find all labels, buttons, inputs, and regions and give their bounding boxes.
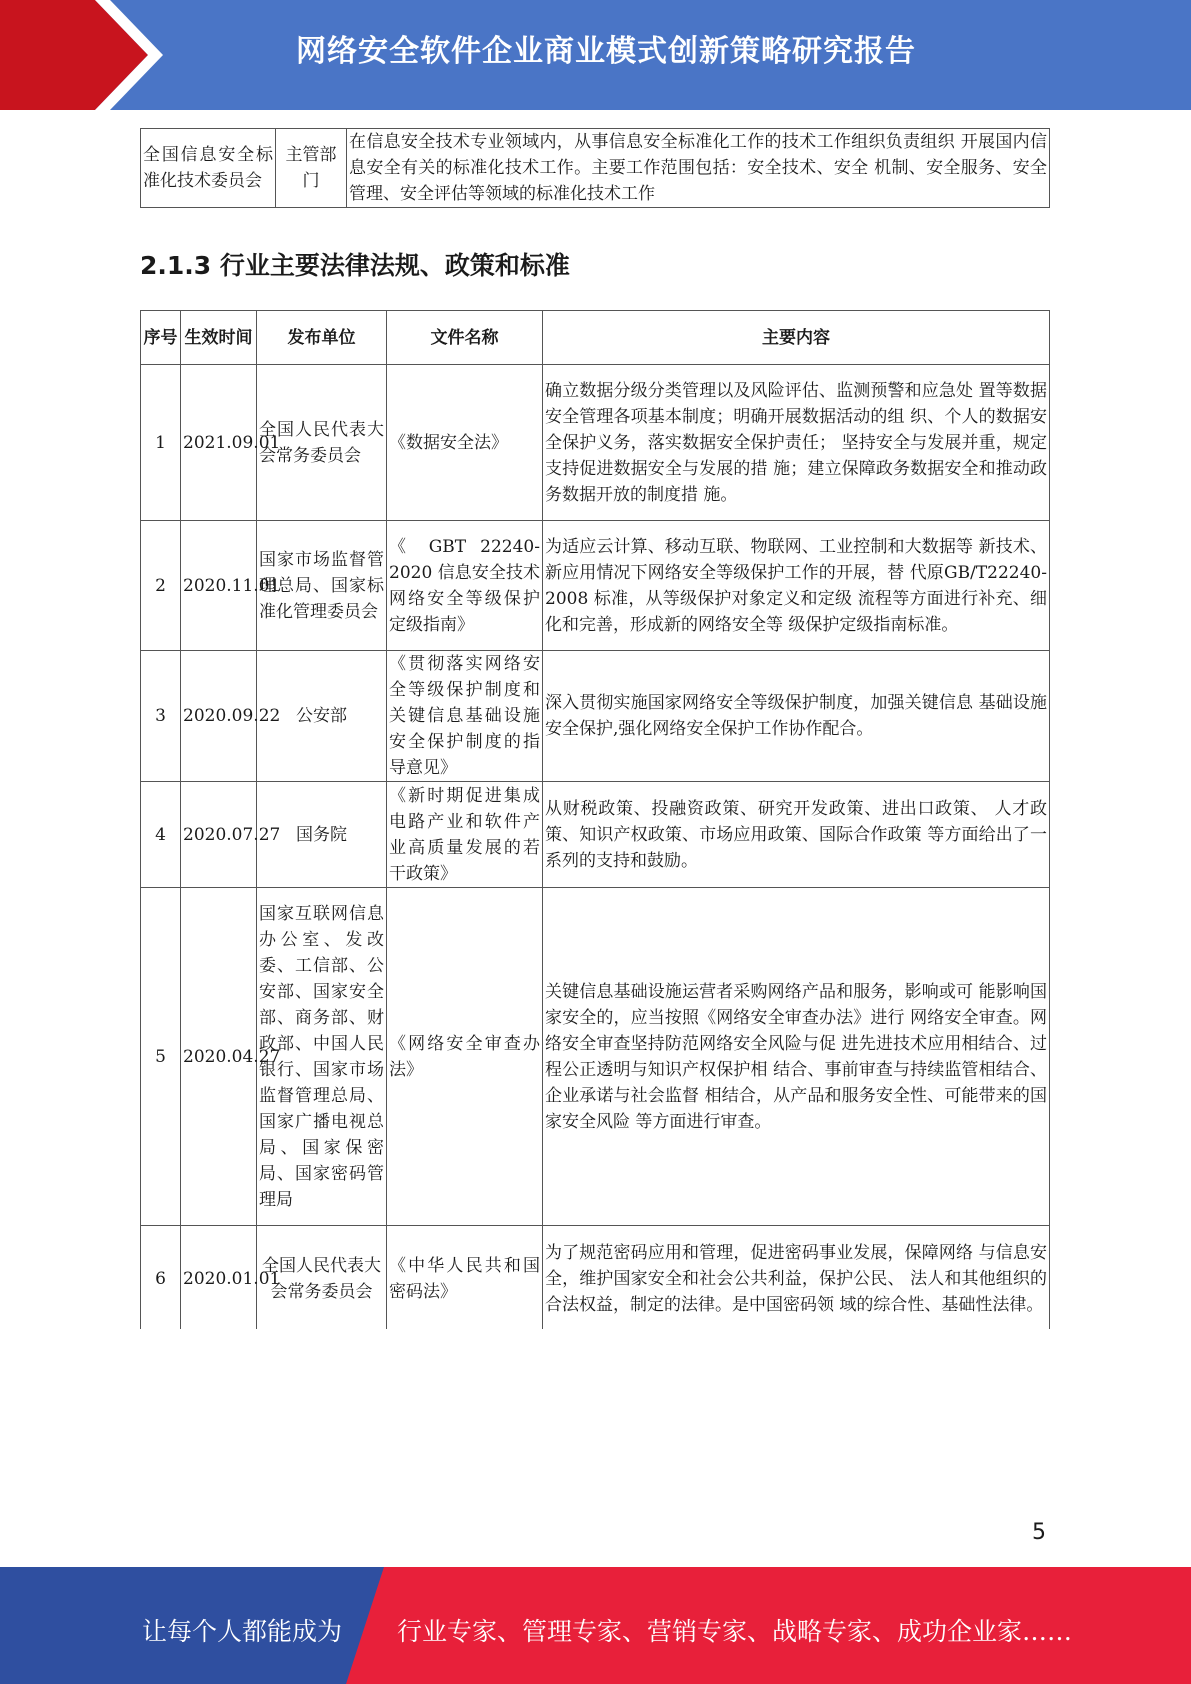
main-content: 深入贯彻实施国家网络安全等级保护制度，加强关键信息 基础设施安全保护,强化网络安全保护工作协作配合。 xyxy=(543,651,1050,782)
main-content: 从财税政策、投融资政策、研究开发政策、进出口政策、 人才政策、知识产权政策、市场应用政策、国际合作政策 等方面给出了一系列的支持和鼓励。 xyxy=(543,782,1050,888)
effective-date: 2020.04.27 xyxy=(181,888,257,1226)
effective-date: 2021.09.01 xyxy=(181,365,257,521)
column-header-date: 生效时间 xyxy=(181,311,257,365)
row-number: 3 xyxy=(141,651,181,782)
report-title: 网络安全软件企业商业模式创新策略研究报告 xyxy=(296,34,916,69)
row-number: 6 xyxy=(141,1226,181,1332)
main-content: 为适应云计算、移动互联、物联网、工业控制和大数据等 新技术、新应用情况下网络安全等级保护工作的开展，替 代原GB/T22240-2008 标准，从等级保护对象定义和定级 流程等方面进行补充、细化和完善，形成新的网络安全等 级保护定级指南标准。 xyxy=(543,521,1050,651)
organization-description: 在信息安全技术专业领域内，从事信息安全标准化工作的技术工作组织负责组织 开展国内信息安全有关的标准化技术工作。主要工作范围包括：安全技术、安全 机制、安全服务、安全管理、安全评估等领域的标准化技术工作 xyxy=(347,129,1050,208)
page-header xyxy=(0,0,1191,110)
effective-date: 2020.07.27 xyxy=(181,782,257,888)
effective-date: 2020.01.01 xyxy=(181,1226,257,1332)
column-header-name: 文件名称 xyxy=(387,311,543,365)
table-row xyxy=(141,365,1050,521)
footer-slogan-left: 让每个人都能成为 xyxy=(142,1617,343,1646)
row-number: 4 xyxy=(141,782,181,888)
main-content: 为了规范密码应用和管理，促进密码事业发展，保障网络 与信息安全，维护国家安全和社会公共利益，保护公民、 法人和其他组织的合法权益，制定的法律。是中国密码领 域的综合性、基础性法律。 xyxy=(543,1226,1050,1332)
issuing-unit: 公安部 xyxy=(257,651,387,782)
table-row xyxy=(141,129,1050,208)
document-name: 《中华人民共和国密码法》 xyxy=(387,1226,543,1332)
issuing-unit: 全国人民代表大会常务委员会 xyxy=(257,1226,387,1332)
organization-name: 全国信息安全标准化技术委员会 xyxy=(141,129,276,208)
table-row xyxy=(141,782,1050,888)
regulations-table xyxy=(140,310,1050,1332)
document-name: 《 GBT 22240-2020 信息安全技术网络安全等级保护定级指南》 xyxy=(387,521,543,651)
effective-date: 2020.09.22 xyxy=(181,651,257,782)
document-name: 《贯彻落实网络安全等级保护制度和关键信息基础设施安全保护制度的指导意见》 xyxy=(387,651,543,782)
table-row xyxy=(141,1226,1050,1332)
table-continuation-mask xyxy=(139,1329,1052,1335)
organization-type: 主管部门 xyxy=(276,129,347,208)
effective-date: 2020.11.01 xyxy=(181,521,257,651)
column-header-content: 主要内容 xyxy=(543,311,1050,365)
column-header-issuer: 发布单位 xyxy=(257,311,387,365)
table-row xyxy=(141,651,1050,782)
footer-slogan-right: 行业专家、管理专家、营销专家、战略专家、成功企业家…… xyxy=(397,1617,1073,1646)
table-row xyxy=(141,888,1050,1226)
issuing-unit: 国家互联网信息办公室、发改委、工信部、公安部、国家安全部、商务部、财政部、中国人民银行、国家市场监督管理总局、国家广播电视总局、国家保密局、国家密码管理局 xyxy=(257,888,387,1226)
document-name: 《数据安全法》 xyxy=(387,365,543,521)
issuing-unit: 国务院 xyxy=(257,782,387,888)
main-content: 关键信息基础设施运营者采购网络产品和服务，影响或可 能影响国家安全的，应当按照《网络安全审查办法》进行 网络安全审查。网络安全审查坚持防范网络安全风险与促 进先进技术应用相结合、过程公正透明与知识产权保护相 结合、事前审查与持续监管相结合、企业承诺与社会监督 相结合，从产品和服务安全性、可能带来的国家安全风险 等方面进行审查。 xyxy=(543,888,1050,1226)
table-row xyxy=(141,521,1050,651)
table-header-row xyxy=(141,311,1050,365)
document-name: 《新时期促进集成电路产业和软件产业高质量发展的若干政策》 xyxy=(387,782,543,888)
column-header-no: 序号 xyxy=(141,311,181,365)
row-number: 5 xyxy=(141,888,181,1226)
issuing-unit: 全国人民代表大会常务委员会 xyxy=(257,365,387,521)
page-footer xyxy=(0,1567,1191,1684)
row-number: 2 xyxy=(141,521,181,651)
section-heading: 2.1.3 行业主要法律法规、政策和标准 xyxy=(140,251,570,280)
issuing-unit: 国家市场监督管理总局、国家标准化管理委员会 xyxy=(257,521,387,651)
main-content: 确立数据分级分类管理以及风险评估、监测预警和应急处 置等数据安全管理各项基本制度；明确开展数据活动的组 织、个人的数据安全保护义务，落实数据安全保护责任； 坚持安全与发展并重，规定支持促进数据安全与发展的措 施；建立保障政务数据安全和推动政务数据开放的制度措 施。 xyxy=(543,365,1050,521)
document-name: 《网络安全审查办法》 xyxy=(387,888,543,1226)
page-number: 5 xyxy=(1032,1520,1046,1545)
row-number: 1 xyxy=(141,365,181,521)
organization-table xyxy=(140,128,1050,208)
